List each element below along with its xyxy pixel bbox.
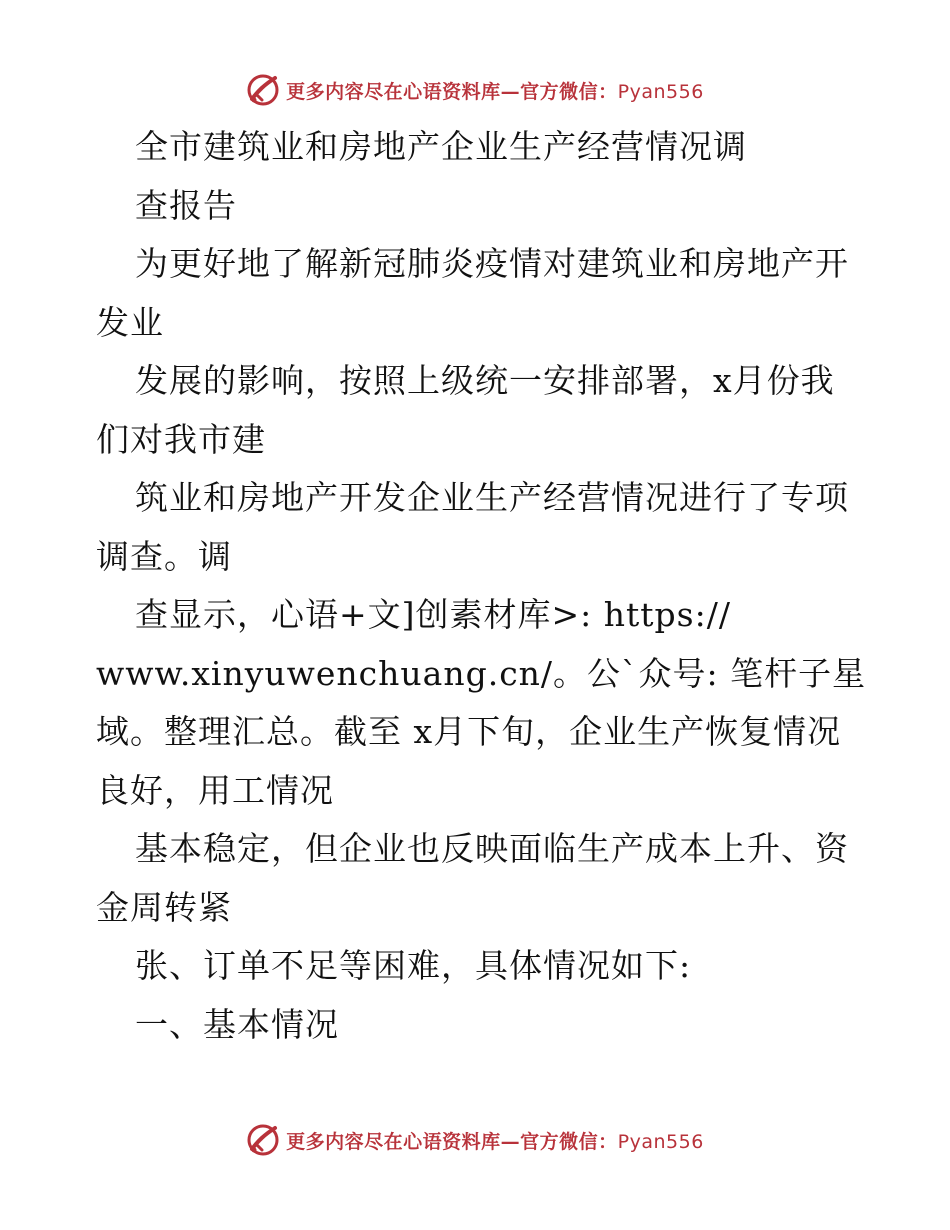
text-line: 们对我市建 bbox=[96, 419, 266, 459]
text-line: 良好，用工情况 bbox=[96, 770, 334, 810]
watermark-handle: Pyan556 bbox=[617, 80, 704, 103]
watermark-handle: Pyan556 bbox=[617, 1130, 704, 1153]
section-heading: 一、基本情况 bbox=[135, 1004, 339, 1044]
text-line: 域。整理汇总。截至 x月下旬，企业生产恢复情况 bbox=[96, 712, 842, 751]
text-line: www.xinyuwenchuang.cn/。公`众号: 笔杆子星 bbox=[96, 653, 867, 693]
watermark-text: 更多内容尽在心语资料库—官方微信：Pyan556 bbox=[286, 1130, 704, 1153]
text-line: 张、订单不足等困难，具体情况如下: bbox=[135, 946, 692, 985]
text-line: 查报告 bbox=[135, 185, 237, 225]
text-line: 发展的影响，按照上级统一安排部署，x月份我 bbox=[135, 361, 835, 400]
footer-watermark bbox=[0, 1120, 950, 1160]
brush-logo-icon bbox=[246, 1123, 280, 1157]
document-body bbox=[96, 118, 876, 1054]
text-line: 调查。调 bbox=[96, 536, 232, 576]
text-line: 筑业和房地产开发企业生产经营情况进行了专项 bbox=[135, 478, 849, 517]
text-line: 发业 bbox=[96, 302, 164, 342]
text-line: 查显示，心语+文]创素材库>: https:// bbox=[135, 595, 731, 634]
text-line: 金周转紧 bbox=[96, 887, 232, 927]
watermark-text: 更多内容尽在心语资料库—官方微信：Pyan556 bbox=[286, 80, 704, 103]
brush-logo-icon bbox=[246, 73, 280, 107]
text-line: 基本稳定，但企业也反映面临生产成本上升、资 bbox=[135, 829, 849, 868]
text-line: 全市建筑业和房地产企业生产经营情况调 bbox=[135, 127, 747, 166]
header-watermark bbox=[0, 70, 950, 110]
text-line: 为更好地了解新冠肺炎疫情对建筑业和房地产开 bbox=[135, 244, 849, 283]
